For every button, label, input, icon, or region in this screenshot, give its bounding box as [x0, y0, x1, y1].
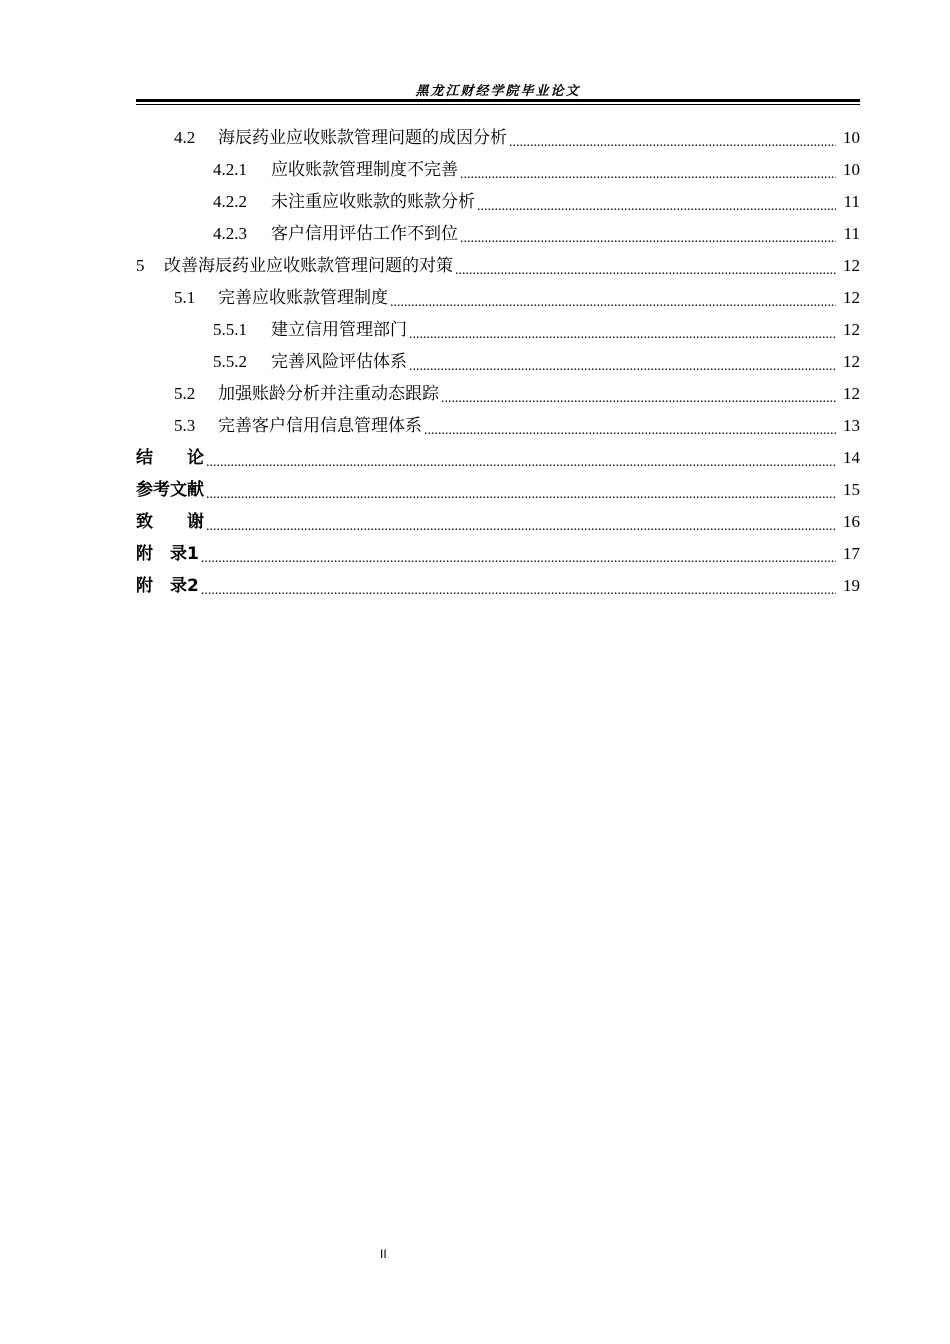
- toc-entry-appendix-2[interactable]: [136, 570, 860, 602]
- toc-entry-number: 5.5.1: [213, 320, 247, 339]
- toc-leader-dots: [460, 234, 836, 244]
- toc-entry[interactable]: [136, 346, 860, 378]
- toc-leader-dots: [509, 138, 836, 148]
- toc-entry-title: 建立信用管理部门: [271, 320, 407, 340]
- toc-entry-page: 10: [843, 128, 860, 147]
- toc-entry-title: 完善客户信用信息管理体系: [218, 416, 422, 436]
- toc-entry-appendix-1[interactable]: [136, 538, 860, 570]
- toc-entry-page: 17: [843, 544, 860, 563]
- table-of-contents: [136, 122, 860, 602]
- toc-entry-title: 未注重应收账款的账款分析: [271, 192, 475, 212]
- toc-entry-number: 5: [136, 256, 145, 275]
- toc-leader-dots: [424, 426, 836, 436]
- page-header-title: 黑龙江财经学院毕业论文: [415, 84, 581, 99]
- toc-leader-dots: [201, 586, 836, 596]
- toc-entry-page: 19: [843, 576, 860, 595]
- toc-entry-number: 5.3: [174, 416, 196, 435]
- toc-entry-page: 13: [843, 416, 860, 435]
- toc-leader-dots: [409, 330, 836, 340]
- toc-entry-page: 12: [843, 320, 860, 339]
- toc-leader-dots: [409, 362, 836, 372]
- toc-leader-dots: [441, 394, 836, 404]
- toc-entry-title: 加强账龄分析并注重动态跟踪: [218, 384, 439, 404]
- toc-entry[interactable]: [136, 218, 860, 250]
- toc-entry-title: 改善海辰药业应收账款管理问题的对策: [164, 256, 453, 276]
- toc-leader-dots: [201, 554, 836, 564]
- toc-entry-page: 12: [843, 384, 860, 403]
- toc-entry-page: 15: [843, 480, 860, 499]
- toc-entry-title: 致 谢: [136, 512, 204, 532]
- toc-entry[interactable]: [136, 314, 860, 346]
- toc-entry[interactable]: [136, 122, 860, 154]
- toc-entry-acknowledgements[interactable]: [136, 506, 860, 538]
- toc-entry-title: 附 录1: [136, 544, 199, 564]
- toc-entry-title: 完善风险评估体系: [271, 352, 407, 372]
- toc-entry-number: 5.5.2: [213, 352, 247, 371]
- toc-entry-number: 5.2: [174, 384, 196, 403]
- toc-entry-title: 附 录2: [136, 576, 199, 596]
- toc-entry-page: 11: [843, 224, 860, 243]
- toc-entry-title: 应收账款管理制度不完善: [271, 160, 458, 180]
- toc-entry[interactable]: [136, 378, 860, 410]
- toc-entry-title: 海辰药业应收账款管理问题的成因分析: [218, 128, 507, 148]
- toc-entry-page: 16: [843, 512, 860, 531]
- toc-entry-page: 14: [843, 448, 860, 467]
- toc-entry-number: 4.2: [174, 128, 196, 147]
- toc-entry-page: 12: [843, 288, 860, 307]
- toc-entry-title: 客户信用评估工作不到位: [271, 224, 458, 244]
- header-rule-thin: [136, 104, 860, 105]
- toc-entry-conclusion[interactable]: [136, 442, 860, 474]
- header-rule-thick: [136, 99, 860, 102]
- toc-entry[interactable]: [136, 186, 860, 218]
- toc-leader-dots: [206, 458, 836, 468]
- toc-entry-references[interactable]: [136, 474, 860, 506]
- toc-entry[interactable]: [136, 250, 860, 282]
- toc-entry-page: 12: [843, 256, 860, 275]
- toc-entry-title: 结 论: [136, 448, 204, 468]
- toc-entry-number: 4.2.1: [213, 160, 247, 179]
- toc-entry-page: 10: [843, 160, 860, 179]
- toc-leader-dots: [455, 266, 836, 276]
- toc-entry-number: 4.2.3: [213, 224, 247, 243]
- toc-entry-page: 12: [843, 352, 860, 371]
- toc-entry[interactable]: [136, 282, 860, 314]
- toc-entry[interactable]: [136, 410, 860, 442]
- toc-entry-title: 参考文献: [136, 480, 204, 500]
- toc-leader-dots: [477, 202, 836, 212]
- toc-leader-dots: [390, 298, 836, 308]
- toc-entry[interactable]: [136, 154, 860, 186]
- toc-leader-dots: [206, 490, 836, 500]
- toc-entry-number: 4.2.2: [213, 192, 247, 211]
- toc-entry-page: 11: [843, 192, 860, 211]
- toc-leader-dots: [206, 522, 836, 532]
- footer-page-number: II: [380, 1247, 387, 1261]
- toc-leader-dots: [460, 170, 836, 180]
- toc-entry-number: 5.1: [174, 288, 196, 307]
- toc-entry-title: 完善应收账款管理制度: [218, 288, 388, 308]
